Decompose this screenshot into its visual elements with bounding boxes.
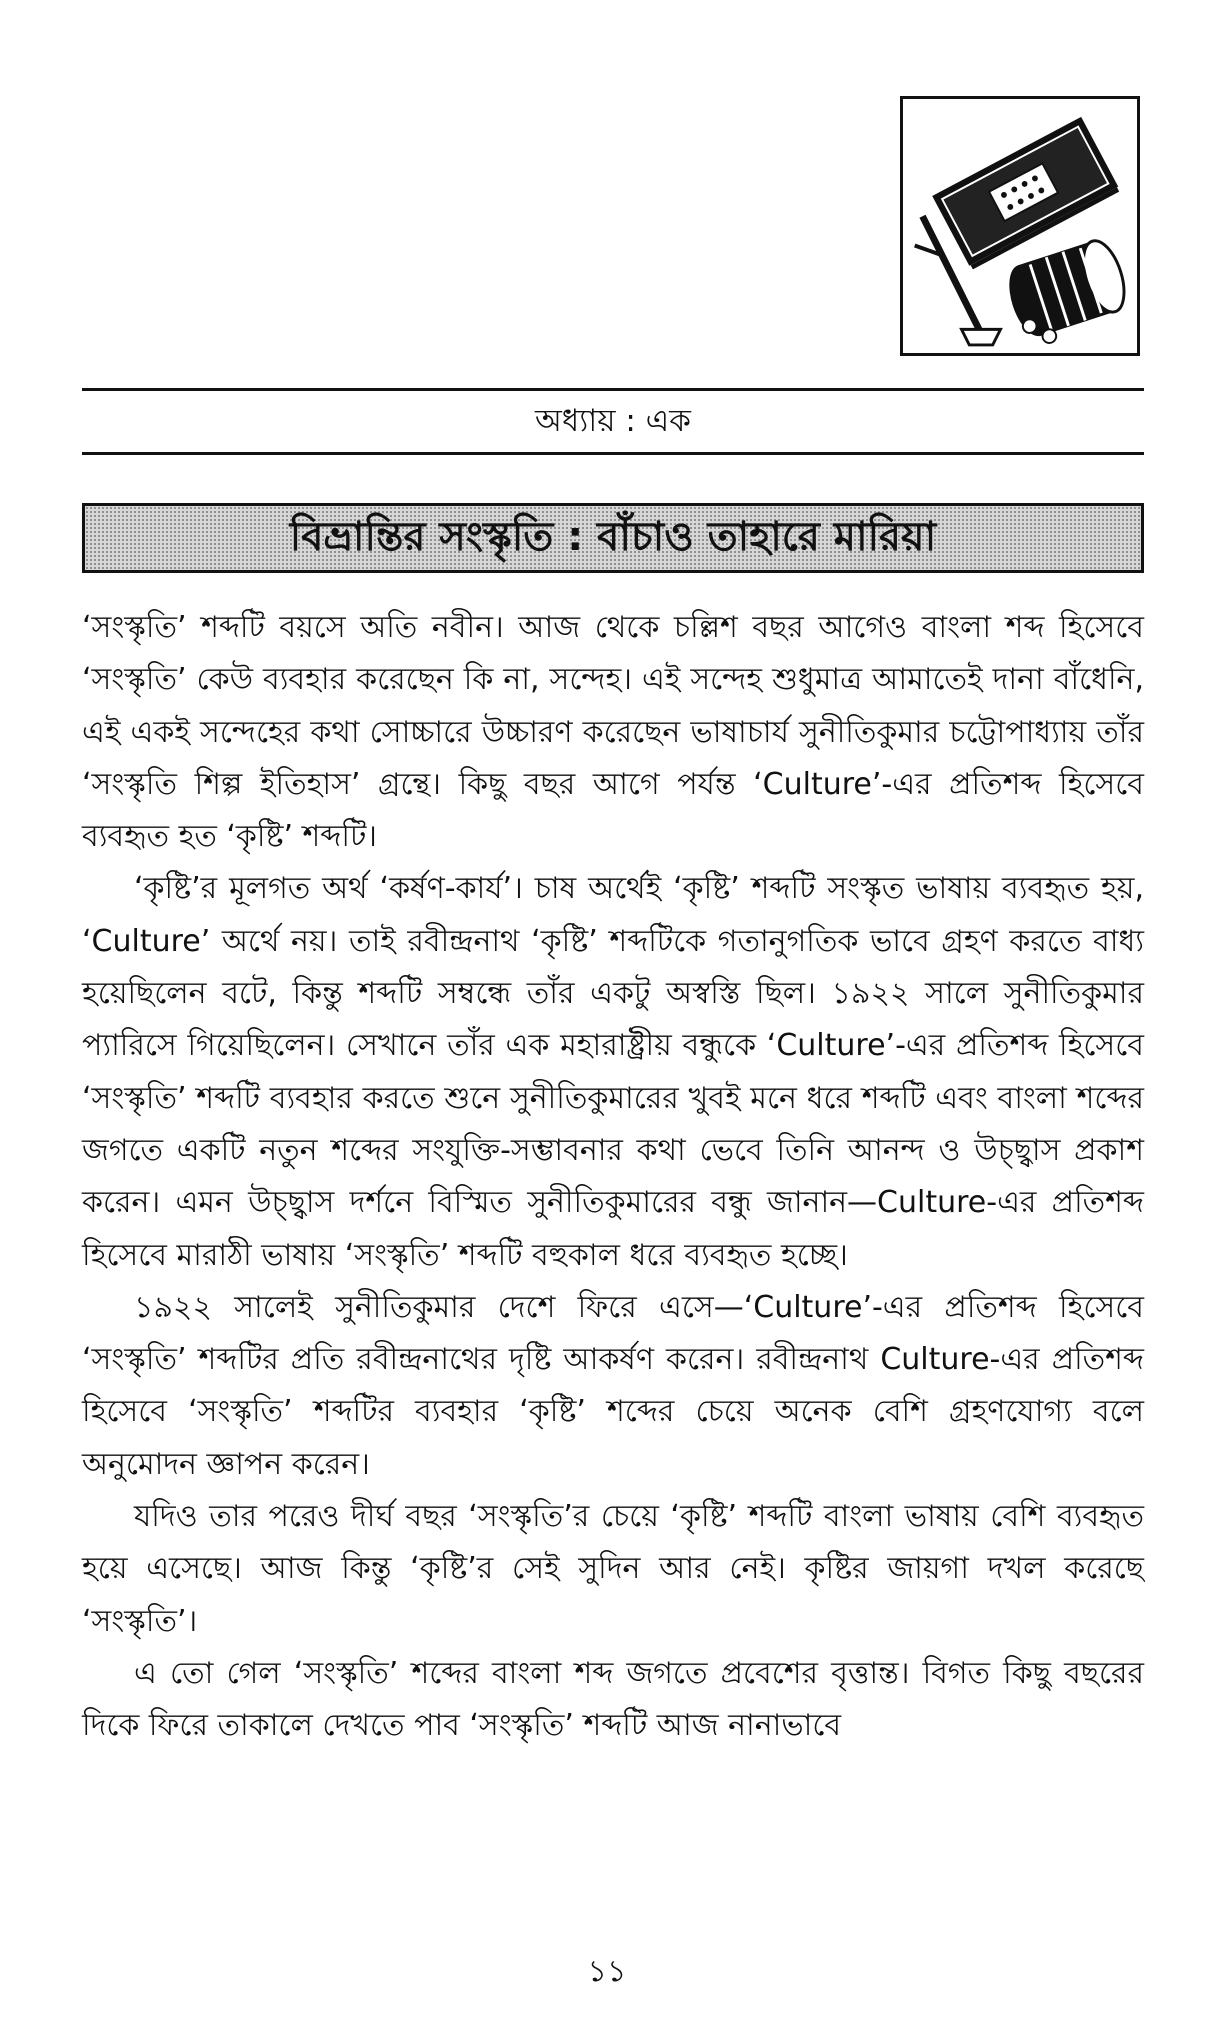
chapter-rule-top — [82, 388, 1144, 391]
chapter-rule-bottom — [82, 452, 1144, 455]
paragraph: এ তো গেল ‘সংস্কৃতি’ শব্দের বাংলা শব্দ জগতে প্রবেশের বৃত্তান্ত। বিগত কিছু বছরের দিকে ফিরে তাকালে দেখতে পাব ‘সংস্কৃতি’ শব্দটি আজ নানাভাবে — [82, 1655, 1144, 1744]
harmonium-tabla-icon — [903, 99, 1137, 353]
harmonium-tabla-illustration — [900, 96, 1140, 356]
chapter-title: বিভ্রান্তির সংস্কৃতি : বাঁচাও তাহারে মারিয়া — [82, 503, 1144, 573]
paragraph: ‘সংস্কৃতি’ শব্দটি বয়সে অতি নবীন। আজ থেকে চল্লিশ বছর আগেও বাংলা শব্দ হিসেবে ‘সংস্কৃতি’ কেউ ব্যবহার করেছেন কি না, সন্দেহ। এই সন্দেহ শুধুমাত্র আমাতেই দানা বাঁধেনি, এই একই সন্দেহের কথা সোচ্চারে উচ্চারণ করেছেন ভাষাচার্য সুনীতিকুমার চট্টোপাধ্যায় তাঁর ‘সংস্কৃতি শিল্প ইতিহাস’ গ্রন্থে। কিছু বছর আগে পর্যন্ত ‘Culture’-এর প্রতিশব্দ হিসেবে ব্যবহৃত হত ‘কৃষ্টি’ শব্দটি। — [82, 610, 1144, 855]
paragraph: যদিও তার পরেও দীর্ঘ বছর ‘সংস্কৃতি’র চেয়ে ‘কৃষ্টি’ শব্দটি বাংলা ভাষায় বেশি ব্যবহৃত হয়ে এসেছে। আজ কিন্তু ‘কৃষ্টি’র সেই সুদিন আর নেই। কৃষ্টির জায়গা দখল করেছে ‘সংস্কৃতি’। — [82, 1499, 1144, 1639]
page-number: ১১ — [587, 1954, 627, 1989]
paragraph: ১৯২২ সালেই সুনীতিকুমার দেশে ফিরে এসে—‘Culture’-এর প্রতিশব্দ হিসেবে ‘সংস্কৃতি’ শব্দটির প্রতি রবীন্দ্রনাথের দৃষ্টি আকর্ষণ করেন। রবীন্দ্রনাথ Culture-এর প্রতিশব্দ হিসেবে ‘সংস্কৃতি’ শব্দটির ব্যবহার ‘কৃষ্টি’ শব্দের চেয়ে অনেক বেশি গ্রহণযোগ্য বলে অনুমোদন জ্ঞাপন করেন। — [82, 1289, 1144, 1482]
body-text — [82, 602, 1144, 1753]
paragraph: ‘কৃষ্টি’র মূলগত অর্থ ‘কর্ষণ-কার্য’। চাষ অর্থেই ‘কৃষ্টি’ শব্দটি সংস্কৃত ভাষায় ব্যবহৃত হয়, ‘Culture’ অর্থে নয়। তাই রবীন্দ্রনাথ ‘কৃষ্টি’ শব্দটিকে গতানুগতিক ভাবে গ্রহণ করতে বাধ্য হয়েছিলেন বটে, কিন্তু শব্দটি সম্বন্ধে তাঁর একটু অস্বস্তি ছিল। ১৯২২ সালে সুনীতিকুমার প্যারিসে গিয়েছিলেন। সেখানে তাঁর এক মহারাষ্ট্রীয় বন্ধুকে ‘Culture’-এর প্রতিশব্দ হিসেবে ‘সংস্কৃতি’ শব্দটি ব্যবহার করতে শুনে সুনীতিকুমারের খুবই মনে ধরে শব্দটি এবং বাংলা শব্দের জগতে একটি নতুন শব্দের সংযুক্তি-সম্ভাবনার কথা ভেবে তিনি আনন্দ ও উচ্ছ্বাস প্রকাশ করেন। এমন উচ্ছ্বাস দর্শনে বিস্মিত সুনীতিকুমারের বন্ধু জানান—Culture-এর প্রতিশব্দ হিসেবে মারাঠী ভাষায় ‘সংস্কৃতি’ শব্দটি বহুকাল ধরে ব্যবহৃত হচ্ছে। — [82, 871, 1144, 1273]
chapter-label: অধ্যায় : এক — [535, 403, 691, 439]
